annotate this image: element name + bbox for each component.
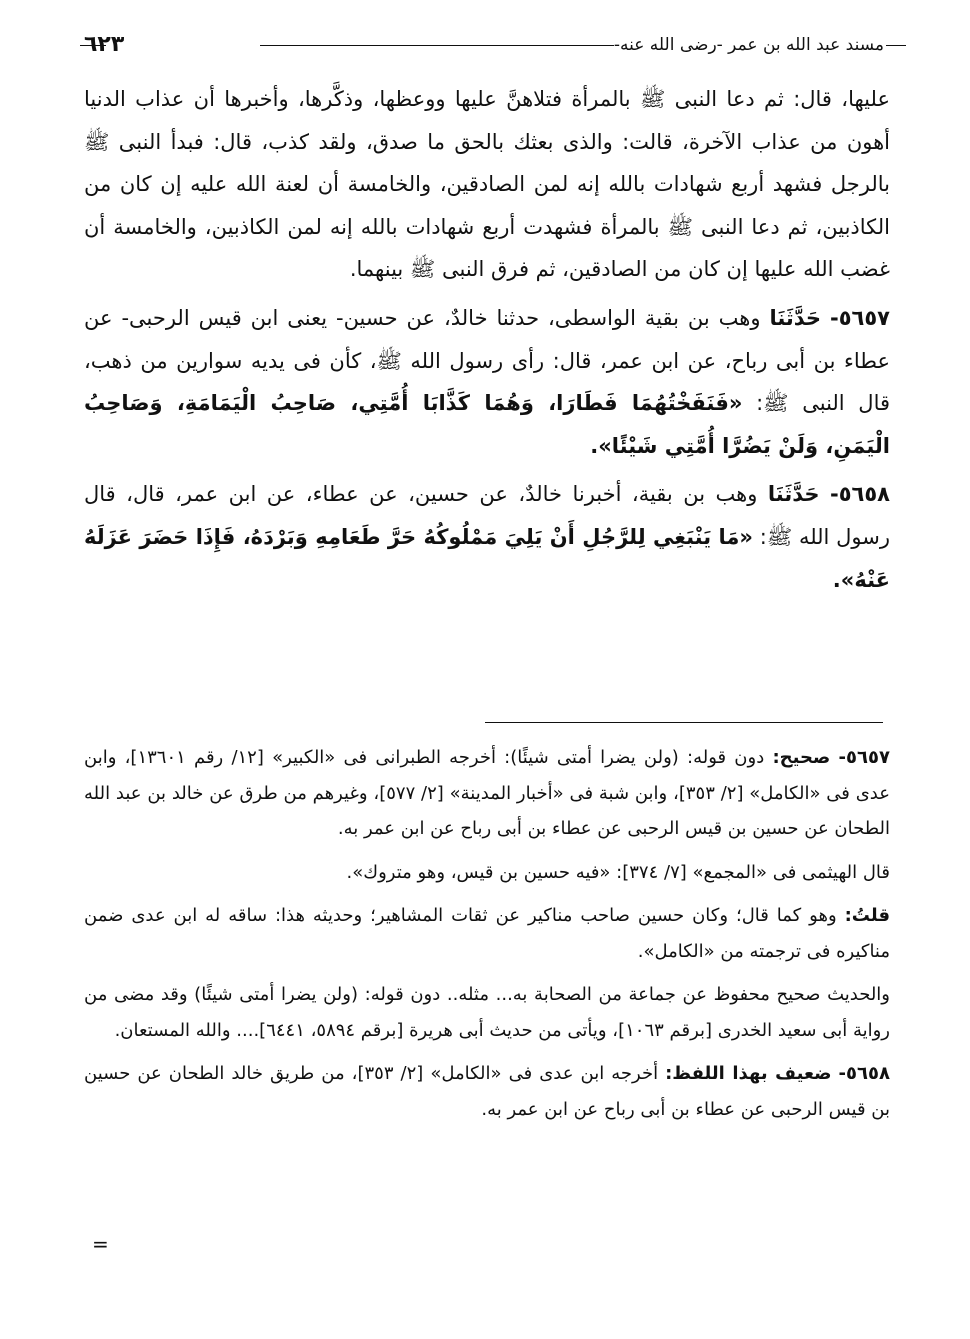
hadith-5658 <box>84 473 890 601</box>
header-title: مسند عبد الله بن عمر -رضى الله عنه- <box>613 35 884 55</box>
qultu-label: قلتُ: <box>844 905 890 926</box>
footnote-5658 <box>84 1056 890 1127</box>
hadith-matn: «فَنَفَخْتُهُمَا فَطَارَا، وَهُمَا كَذَّابَا أُمَّتِي، صَاحِبُ الْيَمَامَةِ، وَصَاحِبُ الْيَمَنِ، وَلَنْ يَضُرَّا أُمَّتِي شَيْئًا». <box>84 391 890 458</box>
qultu-text: وهو كما قال؛ وكان حسين صاحب مناكير عن ثقات المشاهير؛ وحديثه هذا: ساقه له ابن عدى ضمن مناكيره فى ترجمته من «الكامل». <box>84 905 890 962</box>
header-rule-right <box>886 45 906 46</box>
hadith-continuation: عليها، قال: ثم دعا النبى ﷺ بالمرأة فتلاهنَّ عليها ووعظها، وذكَّرها، وأخبرها أن عذاب الدنيا أهون من عذاب الآخرة، قالت: والذى بعثك بالحق ما صدق، ولقد كذب، قال: فبدأ النبى ﷺ بالرجل فشهد أربع شهادات بالله إنه لمن الصادقين، والخامسة أن لعنة الله عليه إن كان من الكاذبين، ثم دعا النبى ﷺ بالمرأة فشهدت أربع شهادات بالله إنه لمن الكاذبين، والخامسة أن غضب الله عليها إن كان من الصادقين، ثم فرق النبى ﷺ بينهما. <box>84 87 890 282</box>
haddathana: حَدَّثَنَا <box>769 305 822 330</box>
header-rule <box>260 45 614 46</box>
footnote-divider <box>485 722 883 723</box>
footnote-number: ٥٦٥٨- <box>838 1063 890 1084</box>
hadith-isnad: وهب بن بقية، أخبرنا خالدٌ، عن حسين، عن عطاء، عن ابن عمر، قال، قال رسول الله ﷺ: <box>84 482 890 549</box>
hadith-isnad: وهب بن بقية الواسطى، حدثنا خالدٌ، عن حسين- يعنى ابن قيس الرحبى- عن عطاء بن أبى رباح، عن ابن عمر، قال: رأى رسول الله ﷺ، كأن فى يديه سوارين من ذهب، قال النبى ﷺ: <box>84 305 891 416</box>
footnote-haythami: قال الهيثمى فى «المجمع» [٧/ ٣٧٤]: «فيه حسين بن قيس، وهو متروك». <box>346 861 890 883</box>
footnote-text: أخرجه ابن عدى فى «الكامل» [٢/ ٣٥٣]، من طريق خالد الطحان عن حسين بن قيس الرحبى عن عطاء بن أبى رباح عن ابن عمر به. <box>84 1063 890 1120</box>
page-number: ٦٢٣ <box>84 32 125 57</box>
hadith-matn: «مَا يَنْبَغِي لِلرَّجُلِ أَنْ يَلِيَ مَمْلُوكُهُ حَرَّ طَعَامِهِ وَبَرْدَهُ، فَإِذَا حَضَرَ عَزَلَهُ عَنْهُ». <box>84 524 890 592</box>
footnote-text: دون قوله: (ولن يضرا أمتى شيئًا): أخرجه الطبرانى فى «الكبير» [١٢/ رقم ١٣٦٠١]، وابن عدى فى «الكامل» [٢/ ٣٥٣]، وابن شبة فى «أخبار المدينة» [٢/ ٥٧٧]، وغيرهم من طرق عن خالد بن عبد الله الطحان عن حسين بن قيس الرحبى عن عطاء بن أبى رباح عن ابن عمر به. <box>84 747 890 839</box>
footnote-grade: صحيح: <box>772 747 831 768</box>
footnote-qultu <box>84 898 890 969</box>
header-rule-left <box>80 45 106 46</box>
footnote-grade: ضعيف بهذا اللفظ: <box>665 1063 832 1084</box>
hadith-number: ٥٦٥٧- <box>830 305 890 330</box>
running-header <box>84 28 884 62</box>
footnote-summary: والحديث صحيح محفوظ عن جماعة من الصحابة به... مثله.. دون قوله: (ولن يضرا أمتى شيئًا) وقد مضى من رواية أبى سعيد الخدرى [برقم ١٠٦٣]، ويأتى من حديث أبى هريرة [برقم ٥٨٩٤، ٦٤٤١].... والله المستعان. <box>84 984 890 1041</box>
main-text <box>84 78 890 601</box>
continuation-mark: = <box>92 1232 109 1256</box>
hadith-number: ٥٦٥٨- <box>829 482 890 507</box>
haddathana: حَدَّثَنَا <box>767 482 820 507</box>
footnotes <box>84 740 890 1135</box>
footnote-number: ٥٦٥٧- <box>838 747 890 768</box>
hadith-5657 <box>84 297 890 467</box>
footnote-5657 <box>84 740 890 847</box>
